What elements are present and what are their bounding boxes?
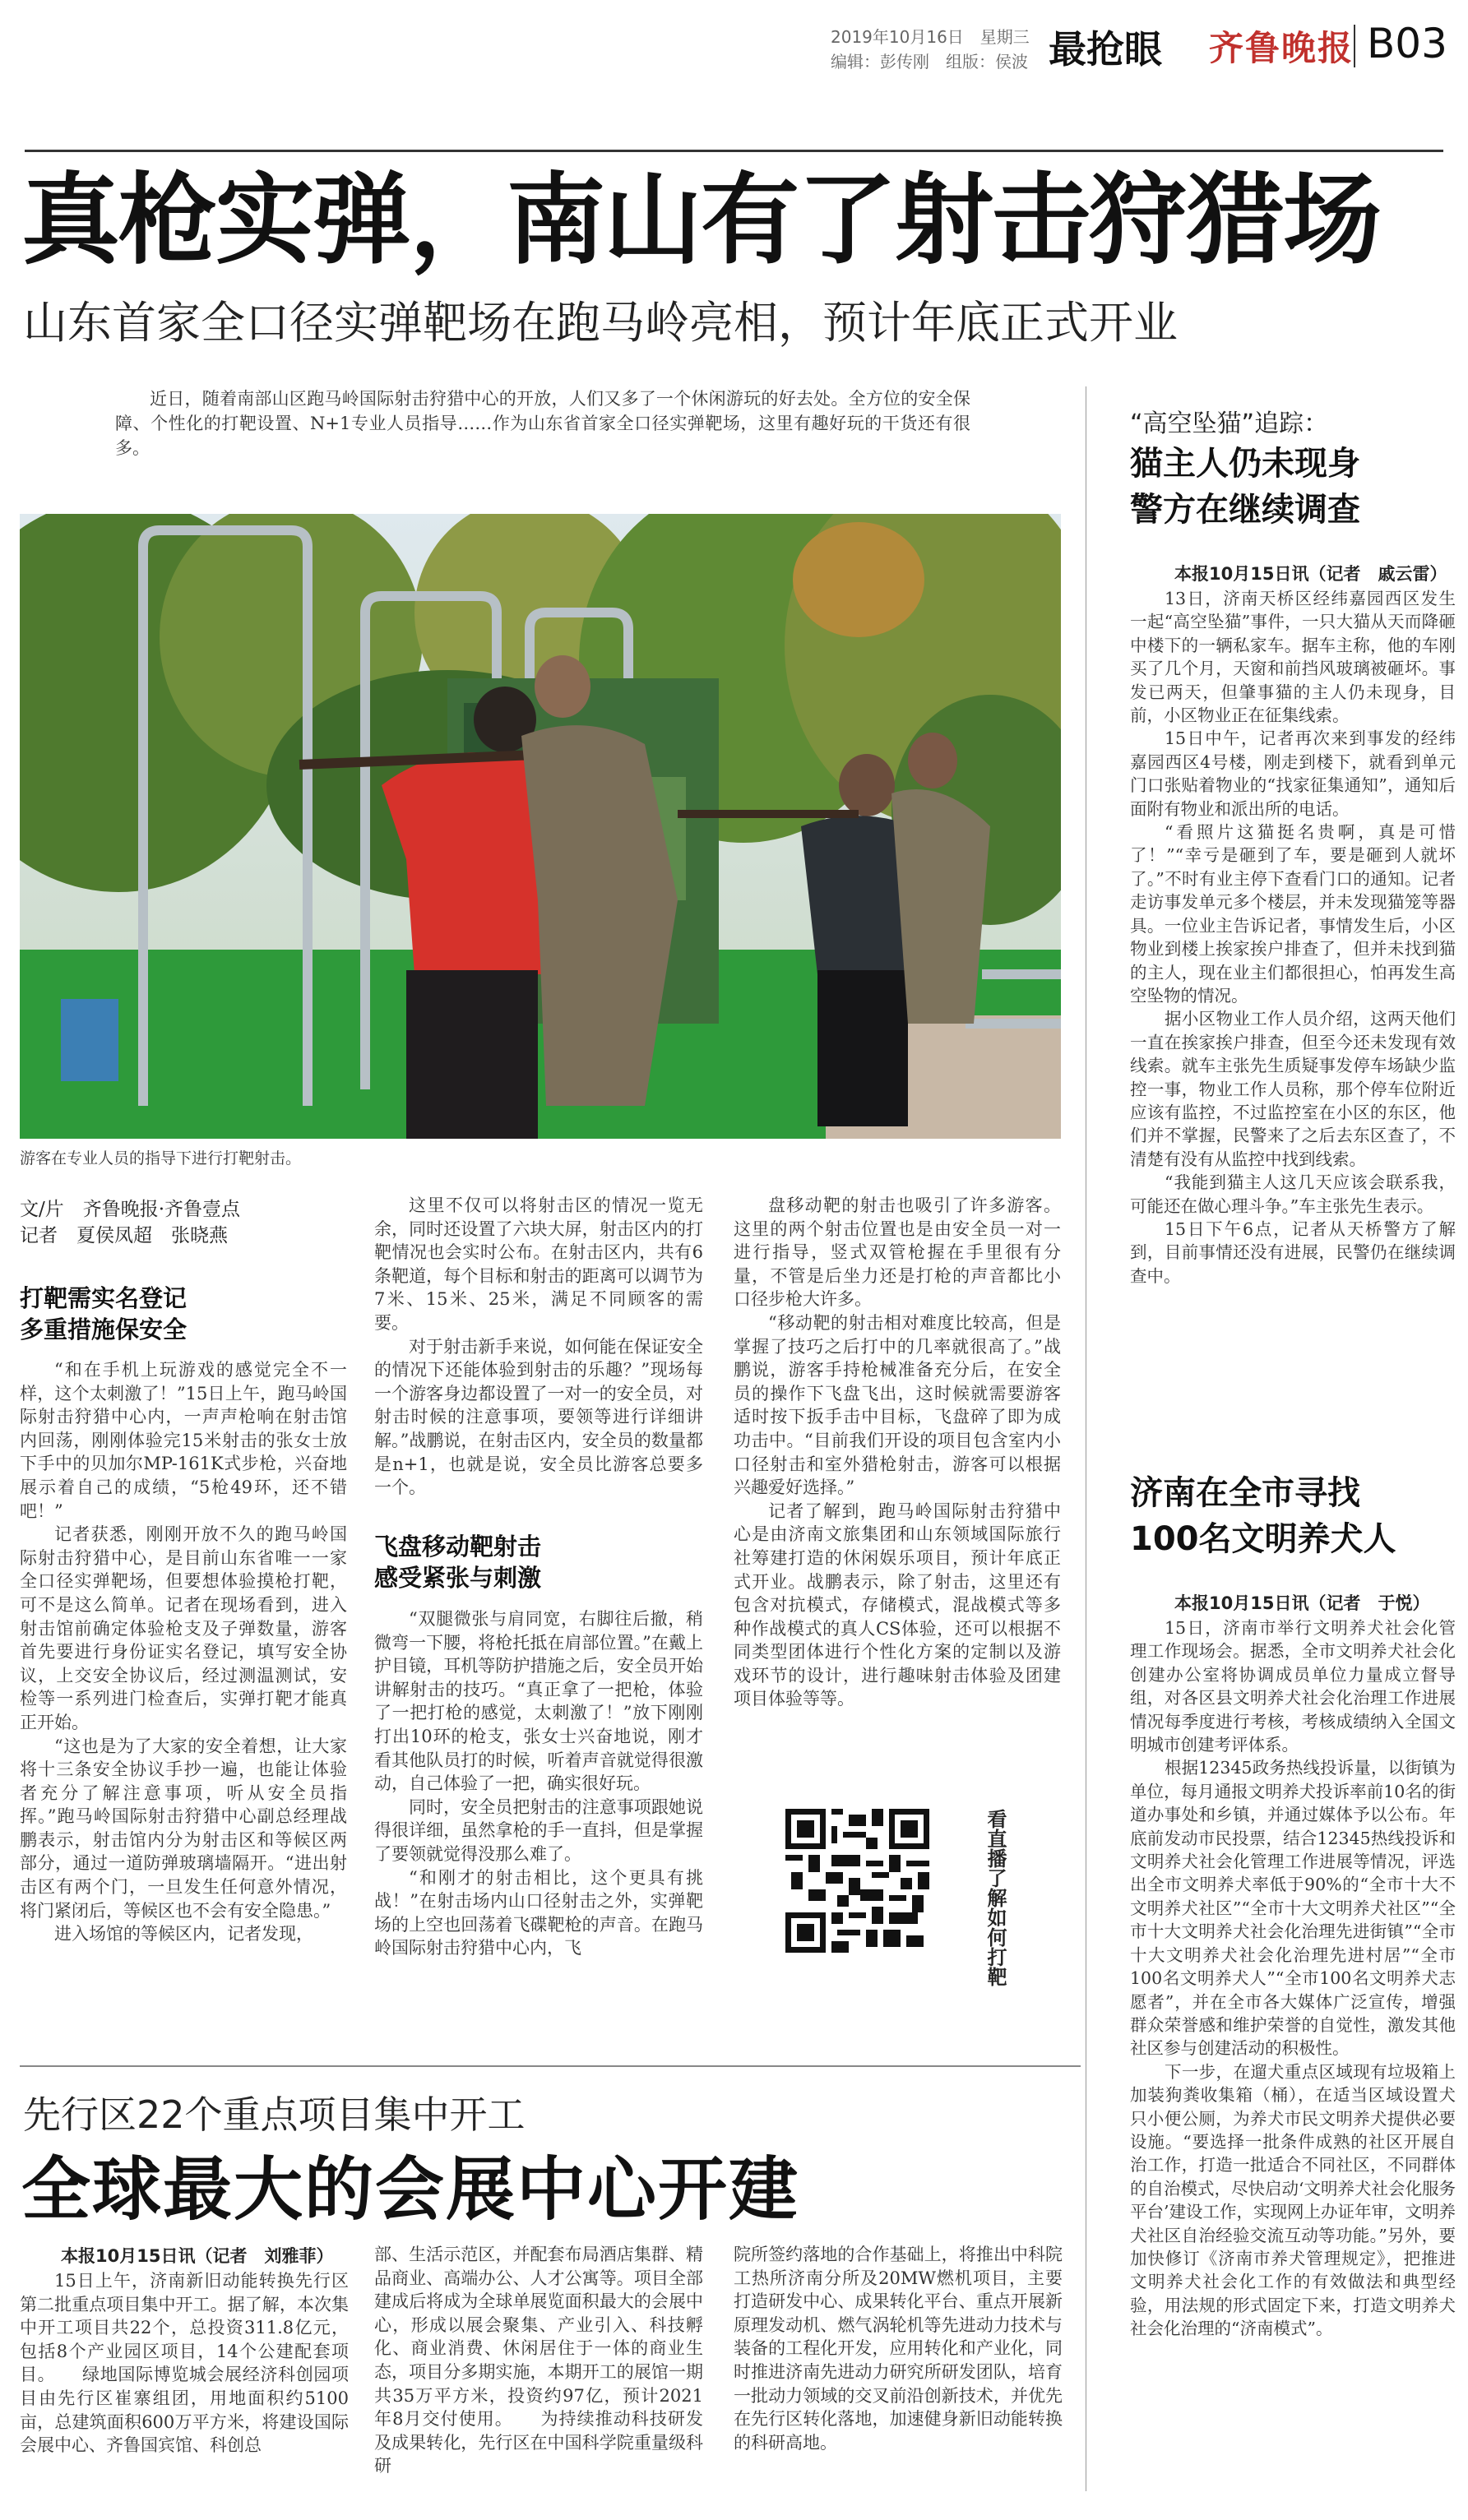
- header-rule: [25, 150, 1443, 152]
- paragraph: 同时，安全员把射击的注意事项跟她说得很详细，虽然拿枪的手一直抖，但是掌握了要领就觉得没那么难了。: [374, 1796, 703, 1864]
- paragraph: “和刚才的射击相比，这个更具有挑战！”在射击场内山口径射击之外，实弹靶场的上空也回荡着飞碟靶枪的声音。在跑马岭国际射击狩猎中心内，飞: [374, 1867, 703, 1958]
- main-headline: 真枪实弹，南山有了射击狩猎场: [21, 164, 1380, 278]
- bottom-col2: 部、生活示范区，并配套布局酒店集群、精品商业、高端办公、人才公寓等。项目全部建成后将成为全球单展览面积最大的会展中心，形成以展会聚集、产业引入、科技孵化、商业消费、休闲居住于一体的商业生态，项目分多期实施，本期开工的展馆一期共35万平方米，投资约97亿，预计2021年8月交付使用。 为持续推动科技研发及成果转化，先行区在中国科学院重量级科研: [374, 2245, 703, 2476]
- photo-caption: 游客在专业人员的指导下进行打靶射击。: [20, 1149, 302, 1168]
- paragraph: 这里不仅可以将射击区的情况一览无余，同时还设置了六块大屏，射击区内的打靶情况也会实时公布。在射击区内，共有6条靶道，每个目标和射击的距离可以调节为7米、15米、25米，满足不同顾客的需要。: [374, 1195, 703, 1333]
- newspaper-logo: 齐鲁晚报: [1209, 28, 1355, 68]
- story2-title: 济南在全市寻找 100名文明养犬人: [1130, 1474, 1396, 1558]
- paragraph: 盘移动靶的射击也吸引了许多游客。这里的两个射击位置也是由安全员一对一进行指导，竖式双管枪握在手里很有分量，不管是后坐力还是打枪的声音都比小口径步枪大许多。: [734, 1195, 1061, 1310]
- paragraph: 据小区物业工作人员介绍，这两天他们一直在挨家挨户排查，但至今还未发现有效线索。就车主张先生质疑事发停车场缺少监控一事，物业工作人员称，那个停车位附近应该有监控，不过监控室在小区的东区，他们并不掌握，民警来了之后去东区查了，不清楚有没有从监控中找到线索。: [1130, 1009, 1456, 1169]
- paragraph: 对于射击新手来说，如何能在保证安全的情况下还能体验到射击的乐趣？”现场每一个游客身边都设置了一对一的安全员，对射击时候的注意事项，要领等进行详细讲解。”战鹏说，在射击区内，安全员的数量都是n+1，也就是说，安全员比游客总要多一个。: [374, 1336, 703, 1498]
- issue-date: 2019年10月16日 星期三: [831, 27, 1030, 47]
- paragraph: 记者获悉，刚刚开放不久的跑马岭国际射击狩猎中心，是目前山东省唯一一家全口径实弹靶场，但要想体验摸枪打靶，可不是这么简单。记者在现场看到，进入射击馆前确定体验枪支及子弹数量，游客首先要进行身份证实名登记，填写安全协议，上交安全协议后，经过测温测试，安检等一系列进门检查后，实弹打靶才能真正开始。: [20, 1524, 347, 1732]
- shooting-range-photo: [20, 514, 1061, 1139]
- paragraph: 13日，济南天桥区经纬嘉园西区发生一起“高空坠猫”事件，一只大猫从天而降砸中楼下的一辆私家车。据车主称，他的车刚买了几个月，天窗和前挡风玻璃被砸坏。事发已两天，但肇事猫的主人仍未现身，目前，小区物业正在征集线索。: [1130, 589, 1456, 726]
- paragraph: “双腿微张与肩同宽，右脚往后撤，稍微弯一下腰，将枪托抵在肩部位置。”在戴上护目镜，耳机等防护措施之后，安全员开始讲解射击的技巧。“真正拿了一把枪，体验了一把打枪的感觉，太刺激了！”放下刚刚打出10环的枪支，张女士兴奋地说，刚才看其他队员打的时候，听着声音就觉得很激动，自己体验了一把，确实很好玩。: [374, 1609, 703, 1794]
- paragraph: 15日，济南市举行文明养犬社会化管理工作现场会。据悉，全市文明养犬社会化创建办公室将协调成员单位力量成立督导组，对各区县文明养犬社会化治理工作进展情况每季度进行考核，考核成绩纳入全国文明城市创建考评体系。: [1130, 1618, 1456, 1755]
- bottom-kicker: 先行区22个重点项目集中开工: [23, 2092, 526, 2137]
- story2-source: 本报10月15日讯（记者 于悦）: [1174, 1593, 1430, 1613]
- story1-title: 猫主人仍未现身 警方在继续调查: [1130, 445, 1360, 529]
- paragraph: 下一步，在遛犬重点区域现有垃圾箱上加装狗粪收集箱（桶），在适当区域设置犬只小便公厕，为养犬市民文明养犬提供必要设施。“要选择一批条件成熟的社区开展自治工作，打造一批适合不同社区，不同群体的自治模式，尽快启动‘文明养犬社会化服务平台’建设工作，实现网上办证年审，文明养犬社区自治经验交流互动等功能。”另外，要加快修订《济南市养犬管理规定》，把推进文明养犬社会化工作的有效做法和典型经验，用法规的形式固定下来，打造文明养犬社会化治理的“济南模式”。: [1130, 2061, 1456, 2339]
- page-number: B03: [1367, 20, 1447, 67]
- paragraph: “这也是为了大家的安全着想，让大家将十三条安全协议手抄一遍，也能让体验者充分了解注意事项，听从安全员指挥。”跑马岭国际射击狩猎中心副总经理战鹏表示，射击馆内分为射击区和等候区两部分，通过一道防弹玻璃墙隔开。“进出射击区有两个门，一旦发生任何意外情况，将门紧闭后，等候区也不会有安全隐患。”: [20, 1736, 347, 1921]
- main-subheadline: 山东首家全口径实弹靶场在跑马岭亮相，预计年底正式开业: [23, 297, 1178, 349]
- paragraph: 记者了解到，跑马岭国际射击狩猎中心是由济南文旅集团和山东领域国际旅行社筹建打造的休闲娱乐项目，预计年底正式开业。战鹏表示，除了射击，这里还有包含对抗模式，存储模式，混战模式等多种作战模式的真人CS体验，还可以根据不同类型团体进行个性化方案的定制以及游戏环节的设计，进行趣味射击体验及团建项目体验等等。: [734, 1500, 1061, 1709]
- col3-body: [734, 1194, 1061, 1787]
- paragraph: 15日下午6点，记者从天桥警方了解到，目前事情还没有进展，民警仍在继续调查中。: [1130, 1218, 1456, 1286]
- header-separator: [1354, 25, 1355, 67]
- paragraph: 15日中午，记者再次来到事发的经纬嘉园西区4号楼，刚走到楼下，就看到单元门口张贴着物业的“找家征集通知”，通知后面附有物业和派出所的电话。: [1130, 728, 1456, 819]
- bottom-col1: 15日上午，济南新旧动能转换先行区第二批重点项目集中开工。据了解，本次集中开工项目共22个，总投资311.8亿元，包括8个产业园区项目，14个公建配套项目。 绿地国际博览城会展经济科创园项目由先行区崔寨组团，用地面积约5100亩，总建筑面积600万平方米，将建设国际会展中心、齐鲁国宾馆、科创总: [20, 2271, 349, 2456]
- paragraph: 根据12345政务热线投诉量，以街镇为单位，每月通报文明养犬投诉率前10名的街道办事处和乡镇，并通过媒体予以公布。年底前发动市民投票，结合12345热线投诉和文明养犬社会化管理工作进展等情况，评选出全市文明养犬率低于90%的“全市十大不文明养犬社区”“全市十大文明养犬社区”“全市十大文明养犬社会化治理先进街镇”“全市十大文明养犬社会化治理先进村居”“全市100名文明养犬人”“全市100名文明养犬志愿者”，并在全市各大媒体广泛宣传，增强群众荣誉感和维护荣誉的自觉性，激发其他社区参与创建活动的积极性。: [1130, 1758, 1456, 2059]
- paragraph: “移动靶的射击相对难度比较高，但是掌握了技巧之后打中的几率就很高了。”战鹏说，游客手持枪械准备充分后，在安全员的操作下飞盘飞出，这时候就需要游客适时按下扳手击中目标，飞盘碎了即为成功击中。“目前我们开设的项目包含室内小口径射击和室外猎枪射击，游客可以根据兴趣爱好选择。”: [734, 1312, 1061, 1498]
- paragraph: “看照片这猫挺名贵啊，真是可惜了！”“幸亏是砸到了车，要是砸到人就坏了。”不时有业主停下查看门口的通知。记者走访事发单元多个楼层，并未发现猫笼等器具。一位业主告诉记者，事情发生后，小区物业到楼上挨家挨户排查了，但并未找到猫的主人，现在业主们都很担心，怕再发生高空坠物的情况。: [1130, 822, 1456, 1006]
- col1-body: [20, 1358, 347, 2041]
- qr-caption: 看直播了解如何打靶: [984, 1809, 1007, 1986]
- qr-code[interactable]: [785, 1809, 929, 1953]
- paragraph: “我能到猫主人这几天应该会联系我，可能还在做心理斗争。”车主张先生表示。: [1130, 1172, 1456, 1216]
- col2-body-top: [374, 1194, 703, 1527]
- section-rule: [20, 2065, 1081, 2067]
- bottom-headline: 全球最大的会展中心开建: [21, 2149, 800, 2230]
- byline: 文/片 齐鲁晚报·齐鲁壹点 记者 夏侯凤超 张晓燕: [20, 1199, 241, 1246]
- paragraph: 进入场馆的等候区内，记者发现，: [54, 1924, 313, 1944]
- story1-body: [1130, 587, 1456, 1434]
- editor-line: 编辑：彭传刚 组版：侯波: [831, 52, 1028, 72]
- col2-subhead: 飞盘移动靶射击 感受紧张与刺激: [374, 1533, 542, 1592]
- bottom-col3: 院所签约落地的合作基础上，将推出中科院工热所济南分所及20MW燃机项目，主要打造研发中心、成果转化平台、重点开展新原理发动机、燃气涡轮机等先进动力技术与装备的工程化开发，应用转化和产业化，同时推进济南先进动力研究所研发团队，培育一批动力领域的交叉前沿创新技术，并优先在先行区转化落地，加速健身新旧动能转换的科研高地。: [734, 2245, 1063, 2453]
- paragraph: “和在手机上玩游戏的感觉完全不一样，这个太刺激了！”15日上午，跑马岭国际射击狩猎中心内，一声声枪响在射击馆内回荡，刚刚体验完15米射击的张女士放下手中的贝加尔MP-161K式步枪，兴奋地展示着自己的成绩，“5枪49环，还不错吧！”: [20, 1360, 347, 1521]
- lead-paragraph: 近日，随着南部山区跑马岭国际射击狩猎中心的开放，人们又多了一个休闲游玩的好去处。全方位的安全保障、个性化的打靶设置、N+1专业人员指导……作为山东省首家全口径实弹靶场，这里有趣好玩的干货还有很多。: [115, 389, 970, 458]
- story1-source: 本报10月15日讯（记者 戚云雷）: [1174, 564, 1447, 584]
- story2-body: [1130, 1616, 1456, 2488]
- col1-subhead: 打靶需实名登记 多重措施保安全: [20, 1284, 188, 1343]
- col2-body-bottom: [374, 1607, 703, 2039]
- section-name: 最抢眼: [1049, 27, 1162, 72]
- story1-kicker: “高空坠猫”追踪：: [1130, 409, 1329, 438]
- bottom-source: 本报10月15日讯（记者 刘雅菲）: [61, 2246, 334, 2266]
